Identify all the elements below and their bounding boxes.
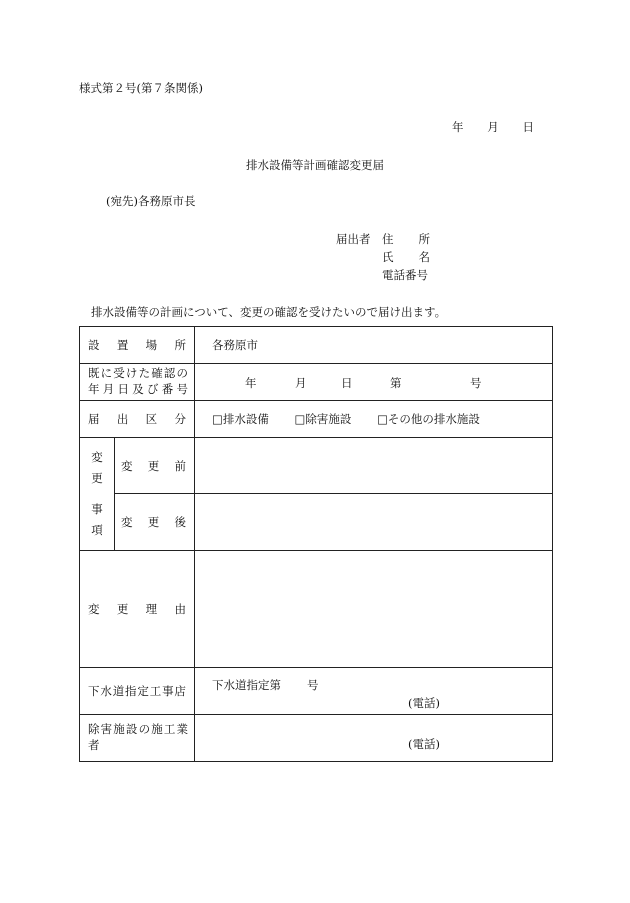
category-checkbox-drainage[interactable]: □排水設備 — [212, 412, 269, 426]
change-after-label: 変 更 後 — [115, 494, 195, 551]
applicant-phone-label: 電話番号 — [382, 268, 428, 282]
date-day: 日 — [522, 120, 534, 134]
reason-value[interactable] — [195, 551, 553, 668]
sewer-designation-suffix: 号 — [307, 678, 319, 692]
table-row-sewer-contractor — [80, 668, 553, 715]
addressee: (宛先)各務原市長 — [106, 194, 196, 208]
sewer-contractor-value[interactable] — [195, 668, 553, 715]
applicant-label: 届出者 — [336, 232, 371, 246]
category-label: 届 出 区 分 — [80, 401, 195, 438]
prior-confirmation-value[interactable]: 年 月 日 第 号 — [195, 364, 553, 401]
category-options — [195, 401, 553, 438]
sewer-contractor-label: 下 水 道 指 定 工 事 店 — [80, 668, 195, 715]
change-before-value[interactable] — [195, 438, 553, 494]
applicant-address-label: 住 所 — [382, 232, 430, 246]
category-checkbox-other[interactable]: □その他の排水施設 — [377, 412, 480, 426]
date-year: 年 — [452, 120, 464, 134]
intro-text: 排水設備等の計画について、変更の確認を受けたいので届け出ます。 — [91, 305, 447, 319]
page-title: 排水設備等計画確認変更届 — [246, 158, 384, 172]
location-label: 設 置 場 所 — [80, 327, 195, 364]
reason-label: 変 更 理 由 — [80, 551, 195, 668]
sewer-contractor-phone: (電話) — [408, 695, 440, 710]
form-number: 様式第２号(第７条関係) — [79, 81, 203, 95]
table-row-prior-confirmation — [80, 364, 553, 401]
applicant-name-label: 氏 名 — [382, 250, 430, 264]
location-value[interactable]: 各務原市 — [195, 327, 553, 364]
table-row-change-after — [80, 494, 553, 551]
change-items-label: 変 更 事 項 — [80, 438, 115, 551]
change-after-value[interactable] — [195, 494, 553, 551]
change-before-label: 変 更 前 — [115, 438, 195, 494]
table-row-change-before — [80, 438, 553, 494]
table-row-reason — [80, 551, 553, 668]
table-row-location — [80, 327, 553, 364]
date-line — [452, 119, 534, 135]
abatement-contractor-label: 除 害 施 設 の 施 工 業 者 — [80, 715, 195, 762]
date-month: 月 — [487, 120, 499, 134]
sewer-designation-prefix: 下水道指定第 — [212, 678, 281, 692]
abatement-contractor-phone: (電話) — [408, 737, 440, 751]
table-row-abatement-contractor — [80, 715, 553, 762]
change-form-table — [79, 326, 553, 762]
abatement-contractor-value[interactable] — [195, 715, 553, 762]
category-checkbox-abatement[interactable]: □除害施設 — [294, 412, 352, 426]
prior-confirmation-label: 既 に 受 け た 確 認 の 年 月 日 及 び 番 号 — [80, 364, 195, 401]
table-row-category — [80, 401, 553, 438]
